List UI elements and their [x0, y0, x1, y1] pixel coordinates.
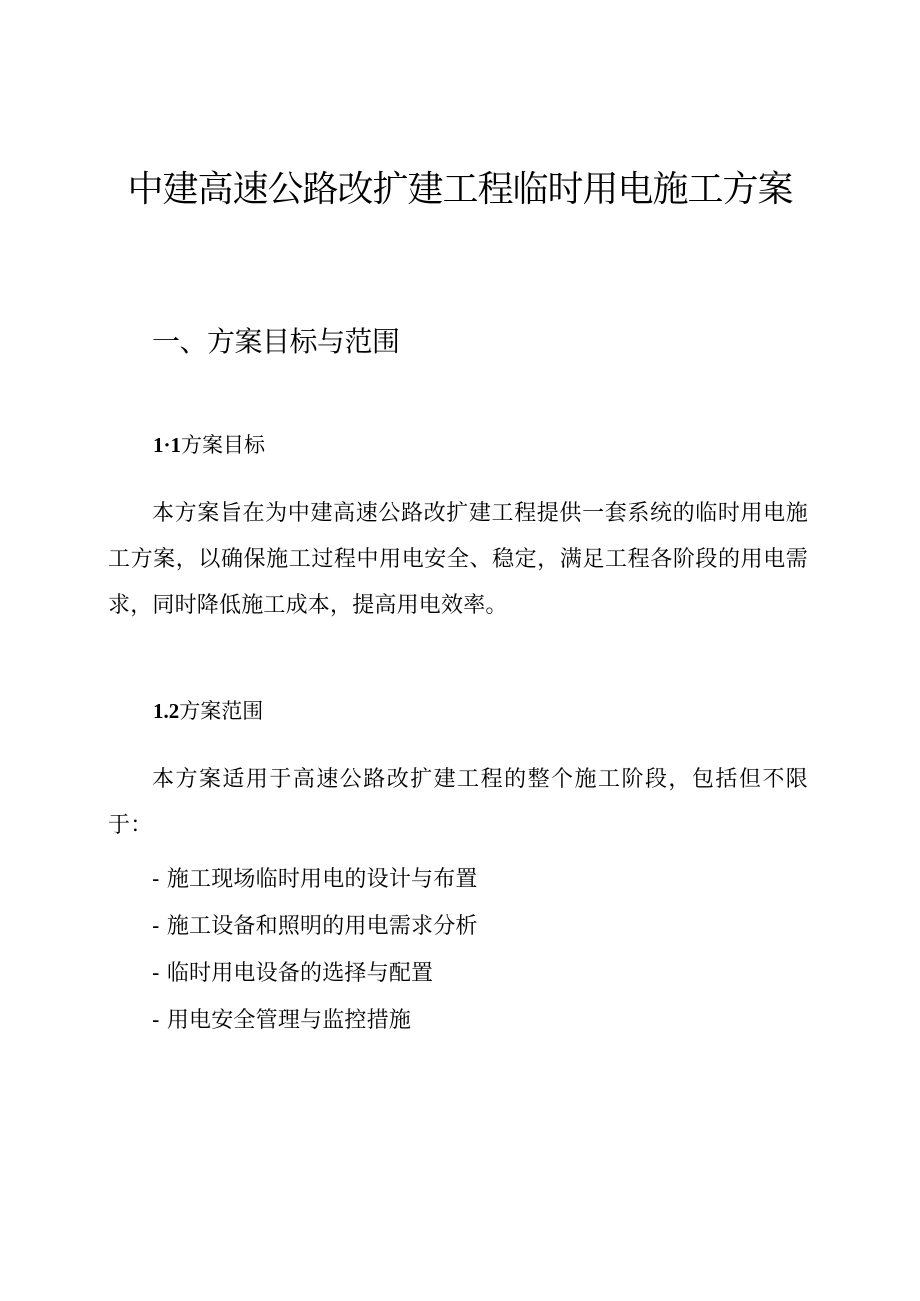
paragraph-scope: 本方案适用于高速公路改扩建工程的整个施工阶段，包括但不限于： [108, 767, 808, 838]
list-item: - 临时用电设备的选择与配置 [152, 961, 434, 986]
subsection-label: 方案范围 [179, 699, 264, 723]
list-item: - 施工设备和照明的用电需求分析 [152, 914, 478, 939]
list-item: - 用电安全管理与监控措施 [152, 1008, 412, 1033]
subsection-label: 方案目标 [181, 433, 266, 457]
list-item: - 施工现场临时用电的设计与布置 [152, 867, 478, 892]
subsection-number: 1.2 [153, 699, 180, 723]
subsection-number: 1·1 [153, 433, 182, 457]
subsection-heading-goal [153, 430, 265, 460]
scope-list [152, 856, 478, 1044]
paragraph-goal: 本方案旨在为中建高速公路改扩建工程提供一套系统的临时用电施工方案，以确保施工过程中用电安全、稳定，满足工程各阶段的用电需求，同时降低施工成本，提高用电效率。 [108, 501, 808, 618]
subsection-heading-scope [153, 696, 263, 726]
section-heading: 一、方案目标与范围 [152, 325, 400, 358]
document-title: 中建高速公路改扩建工程临时用电施工方案 [127, 169, 793, 210]
